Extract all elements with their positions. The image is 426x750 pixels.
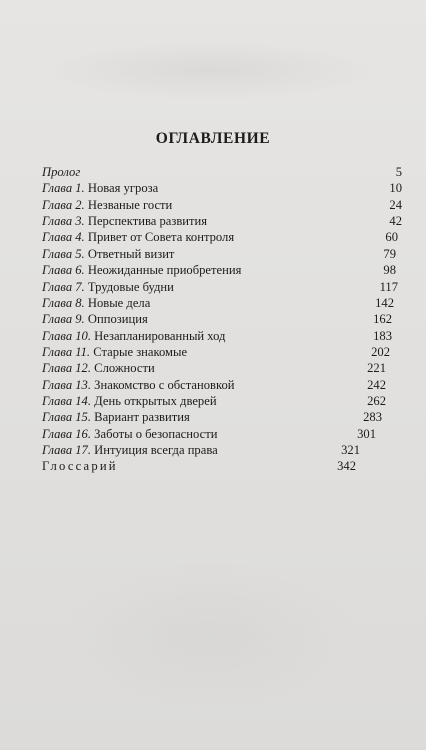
- entry-title: Новые дела: [87, 295, 151, 310]
- entry-page-number: 142: [375, 295, 394, 310]
- entry-page-number: 5: [395, 165, 402, 179]
- glossary-page-number: 342: [337, 459, 356, 474]
- toc-entry-chapter-17: [42, 442, 402, 459]
- entry-prefix: Глава 5.: [42, 246, 85, 261]
- entry-page-number: 98: [383, 263, 396, 278]
- entry-page-number: 283: [363, 410, 382, 425]
- entry-prefix: Глава 8.: [42, 295, 85, 310]
- entry-title: Трудовые будни: [87, 279, 174, 294]
- toc-entry-chapter-2: [42, 197, 402, 214]
- entry-page-number: 79: [383, 246, 396, 261]
- entry-page-number: 262: [367, 393, 386, 408]
- entry-title: Незваные гости: [87, 197, 173, 212]
- entry-prefix: Глава 14.: [42, 393, 92, 408]
- entry-title: Интуиция всегда права: [94, 443, 218, 457]
- entry-title: Ответный визит: [87, 246, 175, 261]
- entry-page-number: 162: [373, 312, 392, 327]
- toc-entry-prolog: [42, 164, 402, 181]
- entry-page-number: 117: [379, 279, 398, 294]
- toc-entry-chapter-11: [42, 344, 402, 361]
- toc-entry-chapter-14: [42, 393, 402, 410]
- entry-page-number: 242: [367, 377, 386, 392]
- toc-entry-chapter-13: [42, 377, 402, 394]
- show-through-smudge-top: [40, 40, 380, 100]
- toc-entry-chapter-4: [42, 229, 402, 246]
- entry-page-number: 221: [367, 361, 386, 376]
- show-through-smudge-bottom: [60, 560, 360, 710]
- entry-prefix: Глава 17.: [42, 443, 92, 457]
- entry-prefix: Глава 6.: [42, 263, 85, 278]
- toc-entry-chapter-1: [42, 180, 402, 197]
- entry-page-number: 202: [371, 344, 390, 359]
- entry-prefix: Глава 15.: [42, 410, 92, 425]
- toc-entry-chapter-12: [42, 360, 402, 377]
- toc-entry-chapter-5: [42, 246, 402, 263]
- entry-prefix: Глава 10.: [42, 328, 92, 343]
- entry-title: Перспектива развития: [87, 214, 208, 229]
- entry-title: Старые знакомые: [93, 344, 188, 359]
- entry-page-number: 60: [385, 230, 398, 245]
- entry-title: Неожиданные приобретения: [87, 263, 242, 278]
- entry-title: Оппозиция: [87, 312, 148, 327]
- toc-entry-chapter-15: [42, 409, 402, 426]
- toc-entry-chapter-9: [42, 311, 402, 328]
- toc-entry-chapter-7: [42, 279, 402, 296]
- entry-title: День открытых дверей: [94, 393, 217, 408]
- entry-page-number: 10: [389, 181, 402, 196]
- entry-page-number: 301: [357, 426, 376, 441]
- toc-entry-chapter-16: [42, 426, 402, 443]
- entry-page-number: 321: [341, 443, 360, 457]
- entry-title: Незапланированный ход: [94, 328, 226, 343]
- entry-title: Сложности: [94, 361, 155, 376]
- entry-prefix: Глава 9.: [42, 312, 85, 327]
- entry-title: Знакомство с обстановкой: [94, 377, 235, 392]
- entry-page-number: 24: [389, 197, 402, 212]
- toc-entry-chapter-8: [42, 295, 402, 312]
- toc-entry-glossary: [42, 458, 402, 475]
- entry-prefix: Глава 1.: [42, 181, 85, 196]
- entry-page-number: 183: [373, 328, 392, 343]
- entry-prefix: Пролог: [42, 165, 81, 179]
- entry-prefix: Глава 7.: [42, 279, 85, 294]
- entry-prefix: Глава 12.: [42, 361, 92, 376]
- entry-prefix: Глава 11.: [42, 344, 91, 359]
- entry-prefix: Глава 16.: [42, 426, 92, 441]
- entry-title: Вариант развития: [94, 410, 190, 425]
- toc-entry-chapter-10: [42, 328, 402, 345]
- glossary-title: Глоссарий: [42, 459, 118, 474]
- entry-title: Новая угроза: [87, 181, 159, 196]
- entry-title: Заботы о безопасности: [94, 426, 218, 441]
- toc-heading: ОГЛАВЛЕНИЕ: [155, 130, 271, 147]
- toc-entry-chapter-6: [42, 262, 402, 279]
- entry-title: Привет от Совета контроля: [87, 230, 235, 245]
- entry-prefix: Глава 2.: [42, 197, 85, 212]
- entry-prefix: Глава 4.: [42, 230, 85, 245]
- toc-entry-chapter-3: [42, 213, 402, 230]
- entry-page-number: 42: [389, 214, 402, 229]
- entry-prefix: Глава 3.: [42, 214, 85, 229]
- entry-prefix: Глава 13.: [42, 377, 92, 392]
